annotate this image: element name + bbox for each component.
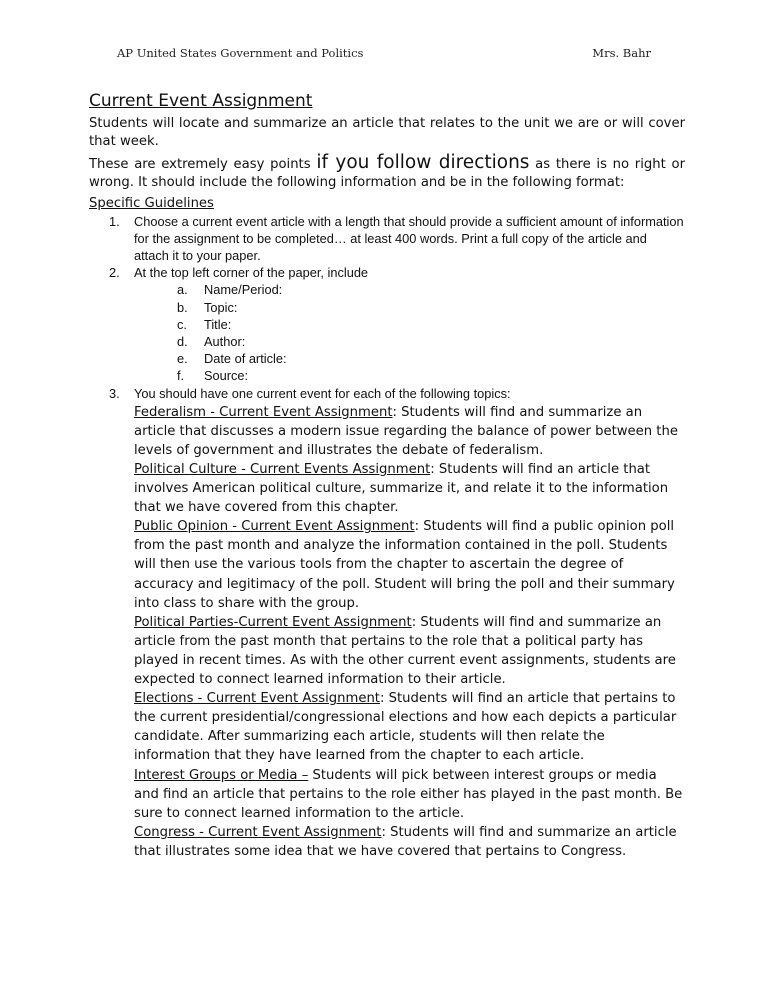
sub-item-letter: f. [177, 368, 185, 384]
item-text: You should have one current event for each of the following topics: [134, 385, 511, 401]
sub-item-text: Topic: [204, 299, 238, 315]
topic-political-culture [134, 460, 685, 517]
topic-congress [134, 823, 685, 861]
list-item [89, 264, 685, 384]
list-item [89, 213, 685, 265]
topic-separator: : [430, 462, 439, 478]
topic-elections [134, 689, 685, 765]
topic-interest-groups-media [134, 766, 685, 823]
sub-list-item [134, 367, 685, 384]
topic-description: Students will find an article that involves American political culture, summarize it, and relate it to the information that we have covered from this chapter. [134, 462, 669, 516]
item-number: 3. [109, 385, 120, 401]
guidelines-list [89, 213, 685, 402]
topic-federalism [134, 403, 685, 460]
topic-separator: : [414, 519, 424, 535]
page-header [117, 46, 651, 60]
sub-list-item [134, 299, 685, 316]
points-paragraph [89, 154, 685, 191]
sub-item-text: Source: [204, 368, 249, 384]
sub-item-text: Title: [204, 316, 232, 332]
sub-item-letter: b. [177, 299, 188, 315]
item-text: Choose a current event article with a length that should provide a sufficient amount of information for the assignment to be completed… at least 400 words. Print a full copy of the article and attach it to your paper. [134, 213, 684, 263]
topic-description: Students will pick between interest groups or media and find an article that pertains to the role either has played in the past month. Be sure to connect learned information to the article. [134, 767, 683, 821]
sub-list-item [134, 281, 685, 298]
topic-title: Political Parties-Current Event Assignment [134, 614, 412, 630]
topic-list [134, 403, 685, 861]
sub-item-letter: d. [177, 333, 188, 349]
sub-list-item [134, 350, 685, 367]
points-text-after: as there is no right or wrong. It should include the following information and be in the following format: [89, 157, 685, 190]
item-number: 2. [109, 265, 120, 281]
topic-separator: : [379, 691, 389, 707]
topic-separator: : [411, 614, 421, 630]
document-body [89, 91, 685, 861]
sub-item-letter: c. [177, 316, 187, 332]
sub-item-text: Date of article: [204, 351, 287, 367]
topic-title: Political Culture - Current Events Assignment [134, 462, 431, 478]
topic-separator: : [392, 404, 402, 420]
guidelines-heading: Specific Guidelines [89, 196, 214, 211]
topic-title: Federalism - Current Event Assignment [134, 404, 393, 420]
points-text-before: These are extremely easy points [89, 157, 317, 172]
sub-item-letter: e. [177, 351, 188, 367]
topic-separator: : [381, 824, 391, 840]
topic-description: Students will find and summarize an article from the past month that pertains to the role that a political party has played in recent times. As with the other current event assignments, students are expected to connect learned information to their article. [134, 614, 676, 688]
topic-description: Students will find and summarize an article that discusses a modern issue regarding the balance of power between the levels of government and illustrates the debate of federalism. [134, 404, 678, 458]
teacher-name: Mrs. Bahr [592, 46, 651, 60]
page-title: Current Event Assignment [89, 91, 313, 111]
topic-title: Congress - Current Event Assignment [134, 824, 382, 840]
topic-public-opinion [134, 517, 685, 612]
topic-title: Elections - Current Event Assignment [134, 691, 380, 707]
list-item [89, 385, 685, 402]
topic-description: Students will find and summarize an article that illustrates some idea that we have covered that pertains to Congress. [134, 824, 677, 859]
sub-item-letter: a. [177, 282, 188, 298]
topic-description: Students will find a public opinion poll from the past month and analyze the information contained in the poll. Students will then use the various tools from the chapter to ascertain the degree of accuracy and legitimacy of the poll. Student will bring the poll and their summary into class to share with the group. [134, 519, 675, 611]
intro-paragraph: Students will locate and summarize an article that relates to the unit we are or will cover that week. [89, 116, 685, 149]
topic-title: Public Opinion - Current Event Assignment [134, 519, 415, 535]
sub-list [134, 281, 685, 384]
topic-description: Students will find an article that pertains to the current presidential/congressional elections and how each depicts a particular candidate. After summarizing each article, students will then relate the information that they have learned from the chapter to each article. [134, 691, 677, 764]
topic-political-parties [134, 613, 685, 689]
sub-item-text: Name/Period: [204, 282, 283, 298]
points-emphasis: if you follow directions [316, 152, 530, 173]
sub-item-text: Author: [204, 333, 246, 349]
sub-list-item [134, 316, 685, 333]
sub-list-item [134, 333, 685, 350]
course-name: AP United States Government and Politics [117, 46, 364, 60]
item-number: 1. [109, 213, 120, 229]
topic-title: Interest Groups or Media – [134, 767, 309, 783]
item-text: At the top left corner of the paper, include [134, 265, 369, 281]
